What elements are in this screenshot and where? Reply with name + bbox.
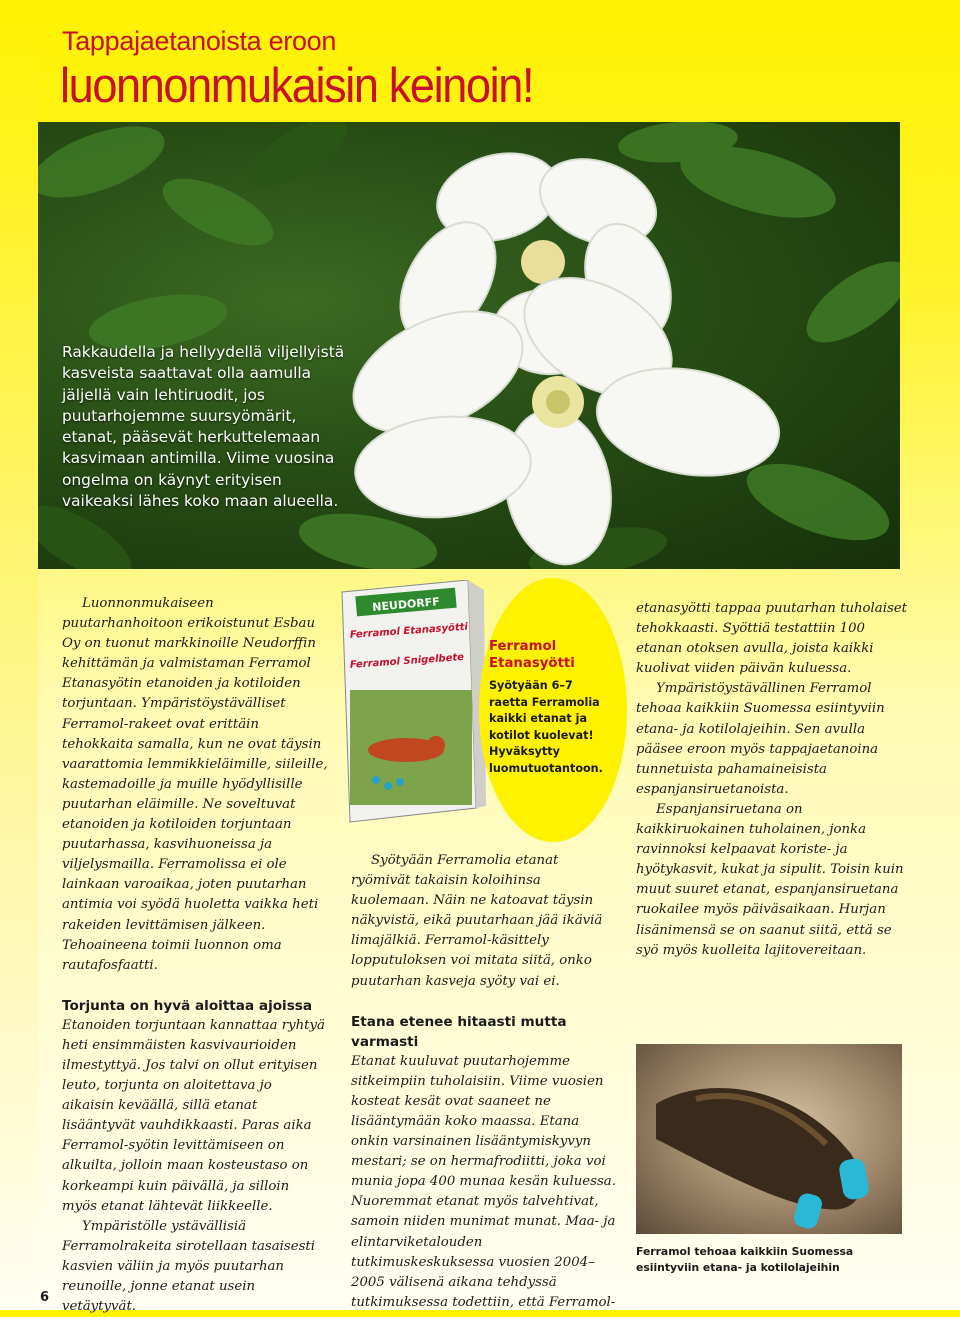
col2-subheading: Etana etenee hitaasti mutta varmasti xyxy=(351,1013,567,1050)
callout-body: Syötyään 6–7 raetta Ferramolia kaikki etanat ja kotilot kuolevat! Hyväksytty luomutuotantoon. xyxy=(489,679,603,775)
product-name-sv: Ferramol Snigelbete xyxy=(349,651,465,671)
slug-photo xyxy=(636,1044,902,1234)
col1-paragraph-1: Luonnonmukaiseen puutarhanhoitoon erikoistunut Esbau Oy on tuonut markkinoille Neudorffin kehittämän ja valmistaman Ferramol Etanasyötin etanoiden ja kotiloiden torjuntaan. Ympäristöystävälliset Ferramol-rakeet ovat erittäin tehokkaita samalla, kun ne ovat täysin vaarattomia lemmikkieläimille, siileille, kastemadoille ja muille hyödyllisille puutarhan eläimille. Ne soveltuvat etanoiden ja kotiloiden torjuntaan puutarhassa, kasvihuoneissa ja viljelysmailla. Ferramolissa ei ole lainkaan varoaikaa, joten puutarhan antimia voi syödä huoletta vaikka heti rakeiden levittämisen jälkeen. Tehoaineena toimii luonnon oma rautafosfaatti. xyxy=(62,596,328,973)
product-box-image xyxy=(336,580,486,830)
column-1 xyxy=(62,594,328,1317)
slug-photo-caption: Ferramol tehoaa kaikkiin Suomessa esiintyviin etana- ja kotilolajeihin xyxy=(636,1245,854,1274)
col2-paragraph-2: Etanat kuuluvat puutarhojemme sitkeimpiin tuholaisiin. Viime vuosien kosteat kesät ovat saaneet ne lisääntymään koko maassa. Etana onkin varsinainen lisääntymiskyvyn mestari; se on hermafrodiitti, joka voi munia jopa 400 munaa kesän kuluessa. Nuoremmat etanat myös talvehtivat, samoin niiden munimat munat. Maa- ja elintarviketalouden tutkimuskeskuksessa vuosien 2004–2005 välisenä aikana tehdyssä tutkimuksessa todettiin, että Ferramol- xyxy=(351,1053,616,1310)
col1-paragraph-2: Etanoiden torjuntaan kannattaa ryhtyä heti ensimmäisten kasvivaurioiden ilmestyttyä. Jos talvi on ollut erityisen leuto, torjunta on aloitettava jo aikaisin keväällä, sillä etanat lisääntyvät vauhdikkaasti. Paras aika Ferramol-syötin levittämiseen on alkuilta, jolloin maan kosteustaso on korkeampi kuin päivällä, ja silloin myös etanat lähtevät liikkeelle. xyxy=(62,1017,325,1214)
callout-title: Ferramol Etanasyötti xyxy=(489,639,575,671)
intro-text: Rakkaudella ja hellyydellä viljellyistä kasveista saattavat olla aamulla jäljellä vain lehtiruodit, jos puutarhojemme suursyömärit, etanat, pääsevät herkuttelemaan kasvimaan antimilla. Viime vuosina ongelma on käynyt erityisen vaikeaksi lähes koko maan alueella. xyxy=(62,343,345,511)
col3-paragraph-3: Espanjansiruetana on kaikkiruokainen tuholainen, jonka ravinnoksi kelpaavat koriste- ja hyötykasvit, kukat ja sipulit. Toisin kuin muut suuret etanat, espanjansiruetana ruokailee myös päiväsaikaan. Hurjan lisänimensä se on saanut siitä, että se syö myös kuolleita lajitovereitaan. xyxy=(636,801,904,958)
product-brand: NEUDORFF xyxy=(371,595,441,614)
left-yellow-strip xyxy=(0,0,38,1310)
col1-paragraph-3: Ympäristölle ystävällisiä Ferramolrakeita sirotellaan tasaisesti kasvien väliin ja myös puutarhan reunoille, jonne etanat usein vetäytyvät. xyxy=(62,1218,316,1315)
product-box-illustration xyxy=(336,580,486,830)
col1-subheading: Torjunta on hyvä aloittaa ajoissa xyxy=(62,997,313,1014)
col3-paragraph-2: Ympäristöystävällinen Ferramol tehoaa kaikkiin Suomessa esiintyviin etana- ja kotilolajeihin. Sen avulla pääsee eroon myös tappajaetanoina tunnetuista pahamaineisista espanjansiruetanoista. xyxy=(636,681,885,797)
page-number: 6 xyxy=(40,1290,50,1305)
col3-paragraph-1: etanasyötti tappaa puutarhan tuholaiset tehokkaasti. Syöttiä testattiin 100 etanan otoksen avulla, joista kaikki kuolivat viiden päivän kuluessa. xyxy=(636,601,908,677)
slug-illustration xyxy=(636,1044,902,1234)
product-name-fi: Ferramol Etanasyötti xyxy=(349,621,469,641)
col2-paragraph-1: Syötyään Ferramolia etanat ryömivät takaisin koloihinsa kuolemaan. Näin ne katoavat täysin näkyvistä, eikä puutarhaan jää ikäviä limajälkiä. Ferramol-käsittely lopputuloksen voi mitata siitä, onko puutarhan kasveja syöty vai ei. xyxy=(351,853,603,989)
title-kicker: Tappajaetanoista eroon xyxy=(62,26,337,56)
product-callout xyxy=(489,638,609,778)
column-2 xyxy=(351,851,616,1313)
column-3 xyxy=(636,599,908,961)
page-title: luonnonmukaisin keinoin! xyxy=(60,59,534,113)
